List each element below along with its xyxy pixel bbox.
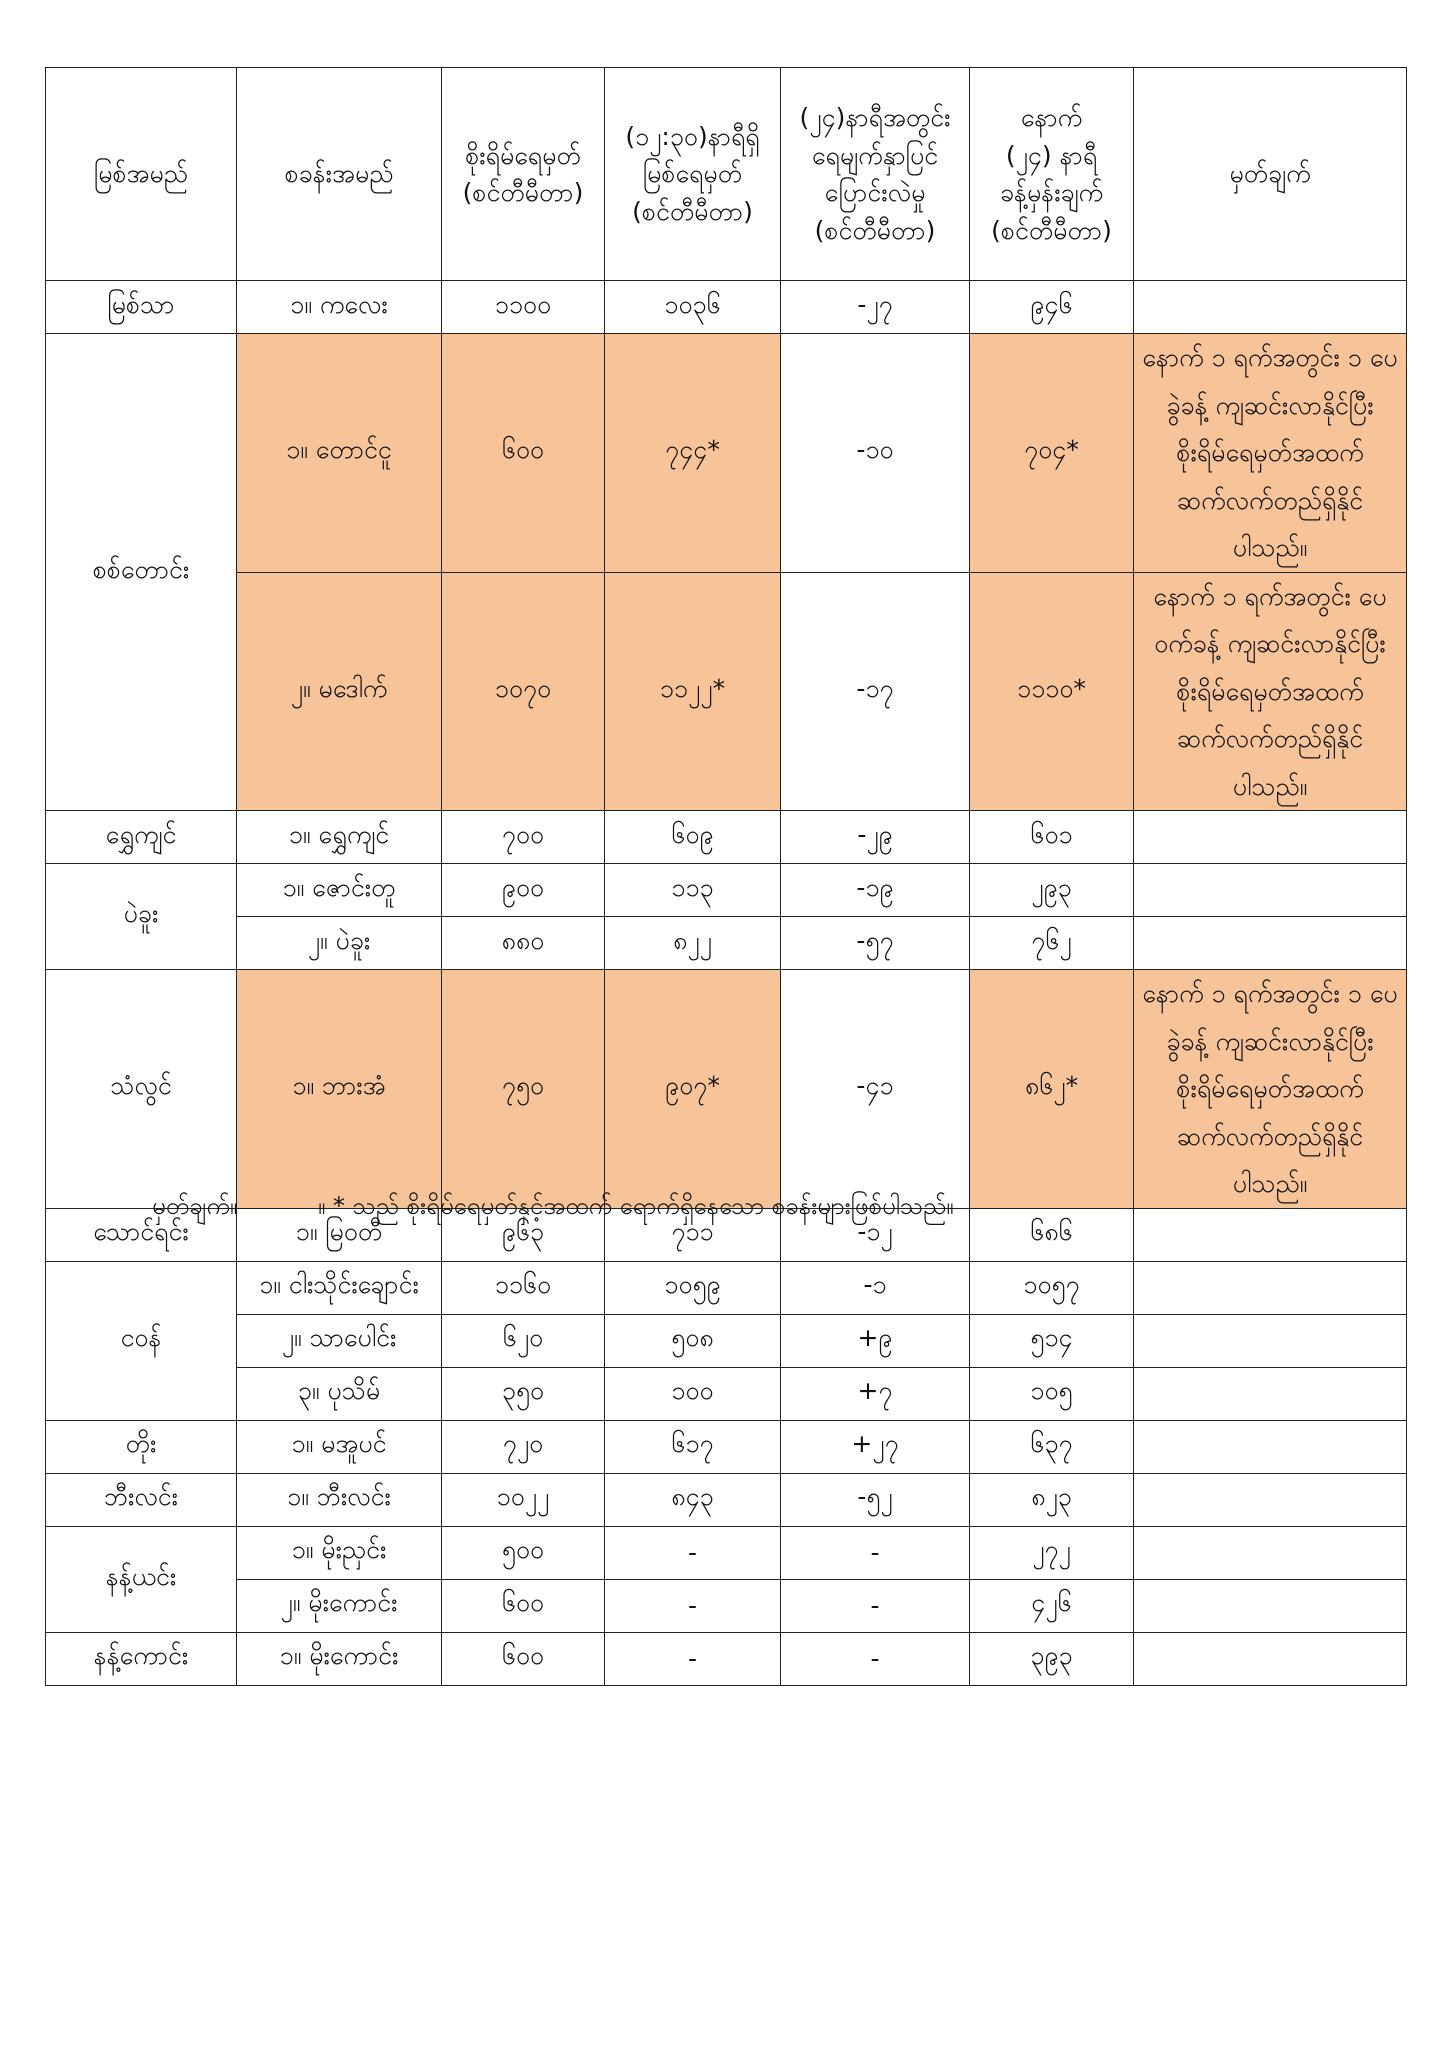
change-24h: -၅၇ (781, 917, 970, 970)
current-level: ၆၁၇ (605, 1420, 781, 1473)
current-level: - (605, 1526, 781, 1579)
change-24h: +၂၇ (781, 1420, 970, 1473)
header-danger-level: စိုးရိမ်ရေမှတ် (စင်တီမီတာ) (442, 68, 605, 281)
river-name: မြစ်သာ (46, 281, 237, 334)
forecast-level: ၄၂၆ (970, 1579, 1134, 1632)
remark-cell (1134, 917, 1407, 970)
river-name: သံလွင် (46, 970, 237, 1209)
remark-cell (1134, 1367, 1407, 1420)
remark-cell (1134, 281, 1407, 334)
danger-level: ၈၈၀ (442, 917, 605, 970)
station-name: ၁။ မိုးညှင်း (237, 1526, 442, 1579)
danger-level: ၆၀၀ (442, 1579, 605, 1632)
table-row (46, 1473, 1407, 1526)
current-level: ၁၀၅၉ (605, 1261, 781, 1314)
danger-level: ၆၂၀ (442, 1314, 605, 1367)
danger-level: ၇၀၀ (442, 811, 605, 864)
forecast-level: ၂၉၃ (970, 864, 1134, 917)
station-name: ၁။ တောင်ငူ (237, 334, 442, 573)
change-24h: -၁၂ (781, 1208, 970, 1261)
table-row (46, 334, 1407, 573)
river-name: ငဝန် (46, 1261, 237, 1420)
table-header-row (46, 68, 1407, 281)
change-24h: -၁၇ (781, 572, 970, 811)
forecast-level: ၁၁၁၀* (970, 572, 1134, 811)
change-24h: -၁၉ (781, 864, 970, 917)
danger-level: ၁၀၂၂ (442, 1473, 605, 1526)
header-forecast: နောက် (၂၄) နာရီ ခန့်မှန်းချက် (စင်တီမီတာ) (970, 68, 1134, 281)
current-level: - (605, 1632, 781, 1685)
table-row (46, 1579, 1407, 1632)
station-name: ၁။ ငါးသိုင်းချောင်း (237, 1261, 442, 1314)
current-level: ၁၁၃ (605, 864, 781, 917)
remark-cell (1134, 864, 1407, 917)
remark-cell (1134, 1314, 1407, 1367)
current-level: ၅၀၈ (605, 1314, 781, 1367)
station-name: ၁။ မအူပင် (237, 1420, 442, 1473)
table-row (46, 1261, 1407, 1314)
remark-cell (1134, 1420, 1407, 1473)
current-level: ၇၁၁ (605, 1208, 781, 1261)
forecast-level: ၅၁၄ (970, 1314, 1134, 1367)
remark-cell: နောက် ၁ ရက်အတွင်း ၁ ပေခွဲခန့် ကျဆင်းလာနိုင်ပြီး စိုးရိမ်ရေမှတ်အထက် ဆက်လက်တည်ရှိနိုင်ပါသည်။ (1134, 970, 1407, 1209)
current-level: ၆၀၉ (605, 811, 781, 864)
remark-cell (1134, 1208, 1407, 1261)
header-river: မြစ်အမည် (46, 68, 237, 281)
danger-level: ၇၂၀ (442, 1420, 605, 1473)
change-24h: -၂၉ (781, 811, 970, 864)
footer-text: ။ * သည် စိုးရိမ်ရေမှတ်နှင့်အထက် ရောက်ရှိနေသော စခန်းများဖြစ်ပါသည်။ (318, 1192, 954, 1220)
station-name: ၃။ ပုသိမ် (237, 1367, 442, 1420)
station-name: ၁။ မြဝတီ (237, 1208, 442, 1261)
table-row (46, 1526, 1407, 1579)
forecast-level: ၁၀၅၇ (970, 1261, 1134, 1314)
river-name: ရွှေကျင် (46, 811, 237, 864)
river-name: တိုး (46, 1420, 237, 1473)
current-level: ၁၀၀ (605, 1367, 781, 1420)
table-row (46, 970, 1407, 1209)
forecast-level: ၆၀၁ (970, 811, 1134, 864)
change-24h: -၁၀ (781, 334, 970, 573)
danger-level: ၁၀၇၀ (442, 572, 605, 811)
current-level: ၇၄၄* (605, 334, 781, 573)
remark-cell (1134, 1526, 1407, 1579)
current-level: ၁၁၂၂* (605, 572, 781, 811)
change-24h: -၁ (781, 1261, 970, 1314)
header-24h-change: (၂၄)နာရီအတွင်း ရေမျက်နှာပြင် ပြောင်းလဲမှု (စင်တီမီတာ) (781, 68, 970, 281)
header-remark: မှတ်ချက် (1134, 68, 1407, 281)
forecast-level: ၂၇၂ (970, 1526, 1134, 1579)
forecast-level: ၇၀၄* (970, 334, 1134, 573)
forecast-level: ၃၉၃ (970, 1632, 1134, 1685)
river-name: နန့်ကောင်း (46, 1632, 237, 1685)
station-name: ၂။ ပဲခူး (237, 917, 442, 970)
station-name: ၂။ မဒေါက် (237, 572, 442, 811)
station-name: ၁။ ဇောင်းတူ (237, 864, 442, 917)
river-name: ပဲခူး (46, 864, 237, 970)
danger-level: ၉၆၃ (442, 1208, 605, 1261)
table-body (46, 281, 1407, 1686)
danger-level: ၅၀၀ (442, 1526, 605, 1579)
change-24h: -၂၇ (781, 281, 970, 334)
river-name: ဘီးလင်း (46, 1473, 237, 1526)
change-24h: -၅၂ (781, 1473, 970, 1526)
danger-level: ၇၅၀ (442, 970, 605, 1209)
station-name: ၁။ ရွှေကျင် (237, 811, 442, 864)
forecast-level: ၁၀၅ (970, 1367, 1134, 1420)
table-row (46, 1420, 1407, 1473)
remark-cell (1134, 1261, 1407, 1314)
flood-table (45, 67, 1407, 1686)
current-level: ၈၄၃ (605, 1473, 781, 1526)
station-name: ၁။ ဘားအံ (237, 970, 442, 1209)
station-name: ၂။ မိုးကောင်း (237, 1579, 442, 1632)
footer-label: မှတ်ချက်။ (152, 1192, 238, 1220)
remark-cell (1134, 1632, 1407, 1685)
current-level: ၈၂၂ (605, 917, 781, 970)
station-name: ၁။ ကလေး (237, 281, 442, 334)
station-name: ၁။ မိုးကောင်း (237, 1632, 442, 1685)
forecast-level: ၆၈၆ (970, 1208, 1134, 1261)
table-row (46, 917, 1407, 970)
change-24h: +၉ (781, 1314, 970, 1367)
remark-cell (1134, 1473, 1407, 1526)
table-row (46, 281, 1407, 334)
station-name: ၁။ ဘီးလင်း (237, 1473, 442, 1526)
change-24h: +၇ (781, 1367, 970, 1420)
remark-cell (1134, 811, 1407, 864)
remark-cell: နောက် ၁ ရက်အတွင်း ၁ ပေခွဲခန့် ကျဆင်းလာနိုင်ပြီး စိုးရိမ်ရေမှတ်အထက် ဆက်လက်တည်ရှိနိုင်ပါသည်။ (1134, 334, 1407, 573)
danger-level: ၆၀၀ (442, 334, 605, 573)
table-row (46, 864, 1407, 917)
change-24h: - (781, 1579, 970, 1632)
change-24h: -၄၁ (781, 970, 970, 1209)
current-level: - (605, 1579, 781, 1632)
danger-level: ၁၁၆၀ (442, 1261, 605, 1314)
table-row (46, 1632, 1407, 1685)
table-row (46, 572, 1407, 811)
danger-level: ၉၀၀ (442, 864, 605, 917)
remark-cell: နောက် ၁ ရက်အတွင်း ပေဝက်ခန့် ကျဆင်းလာနိုင်ပြီး စိုးရိမ်ရေမှတ်အထက် ဆက်လက်တည်ရှိနိုင်ပါသည်။ (1134, 572, 1407, 811)
table-row (46, 1367, 1407, 1420)
station-name: ၂။ သာပေါင်း (237, 1314, 442, 1367)
change-24h: - (781, 1526, 970, 1579)
danger-level: ၆၀၀ (442, 1632, 605, 1685)
header-current-level: (၁၂:၃၀)နာရီရှိ မြစ်ရေမှတ် (စင်တီမီတာ) (605, 68, 781, 281)
danger-level: ၃၅၀ (442, 1367, 605, 1420)
forecast-level: ၈၂၃ (970, 1473, 1134, 1526)
river-name: စစ်တောင်း (46, 334, 237, 811)
forecast-level: ၈၆၂* (970, 970, 1134, 1209)
current-level: ၁၀၃၆ (605, 281, 781, 334)
forecast-level: ၉၄၆ (970, 281, 1134, 334)
remark-cell (1134, 1579, 1407, 1632)
river-name: သောင်ရင်း (46, 1208, 237, 1261)
table-row (46, 1314, 1407, 1367)
danger-level: ၁၁၀၀ (442, 281, 605, 334)
forecast-level: ၇၆၂ (970, 917, 1134, 970)
header-station: စခန်းအမည် (237, 68, 442, 281)
forecast-level: ၆၃၇ (970, 1420, 1134, 1473)
current-level: ၉၀၇* (605, 970, 781, 1209)
change-24h: - (781, 1632, 970, 1685)
river-name: နန့်ယင်း (46, 1526, 237, 1632)
table-row (46, 811, 1407, 864)
